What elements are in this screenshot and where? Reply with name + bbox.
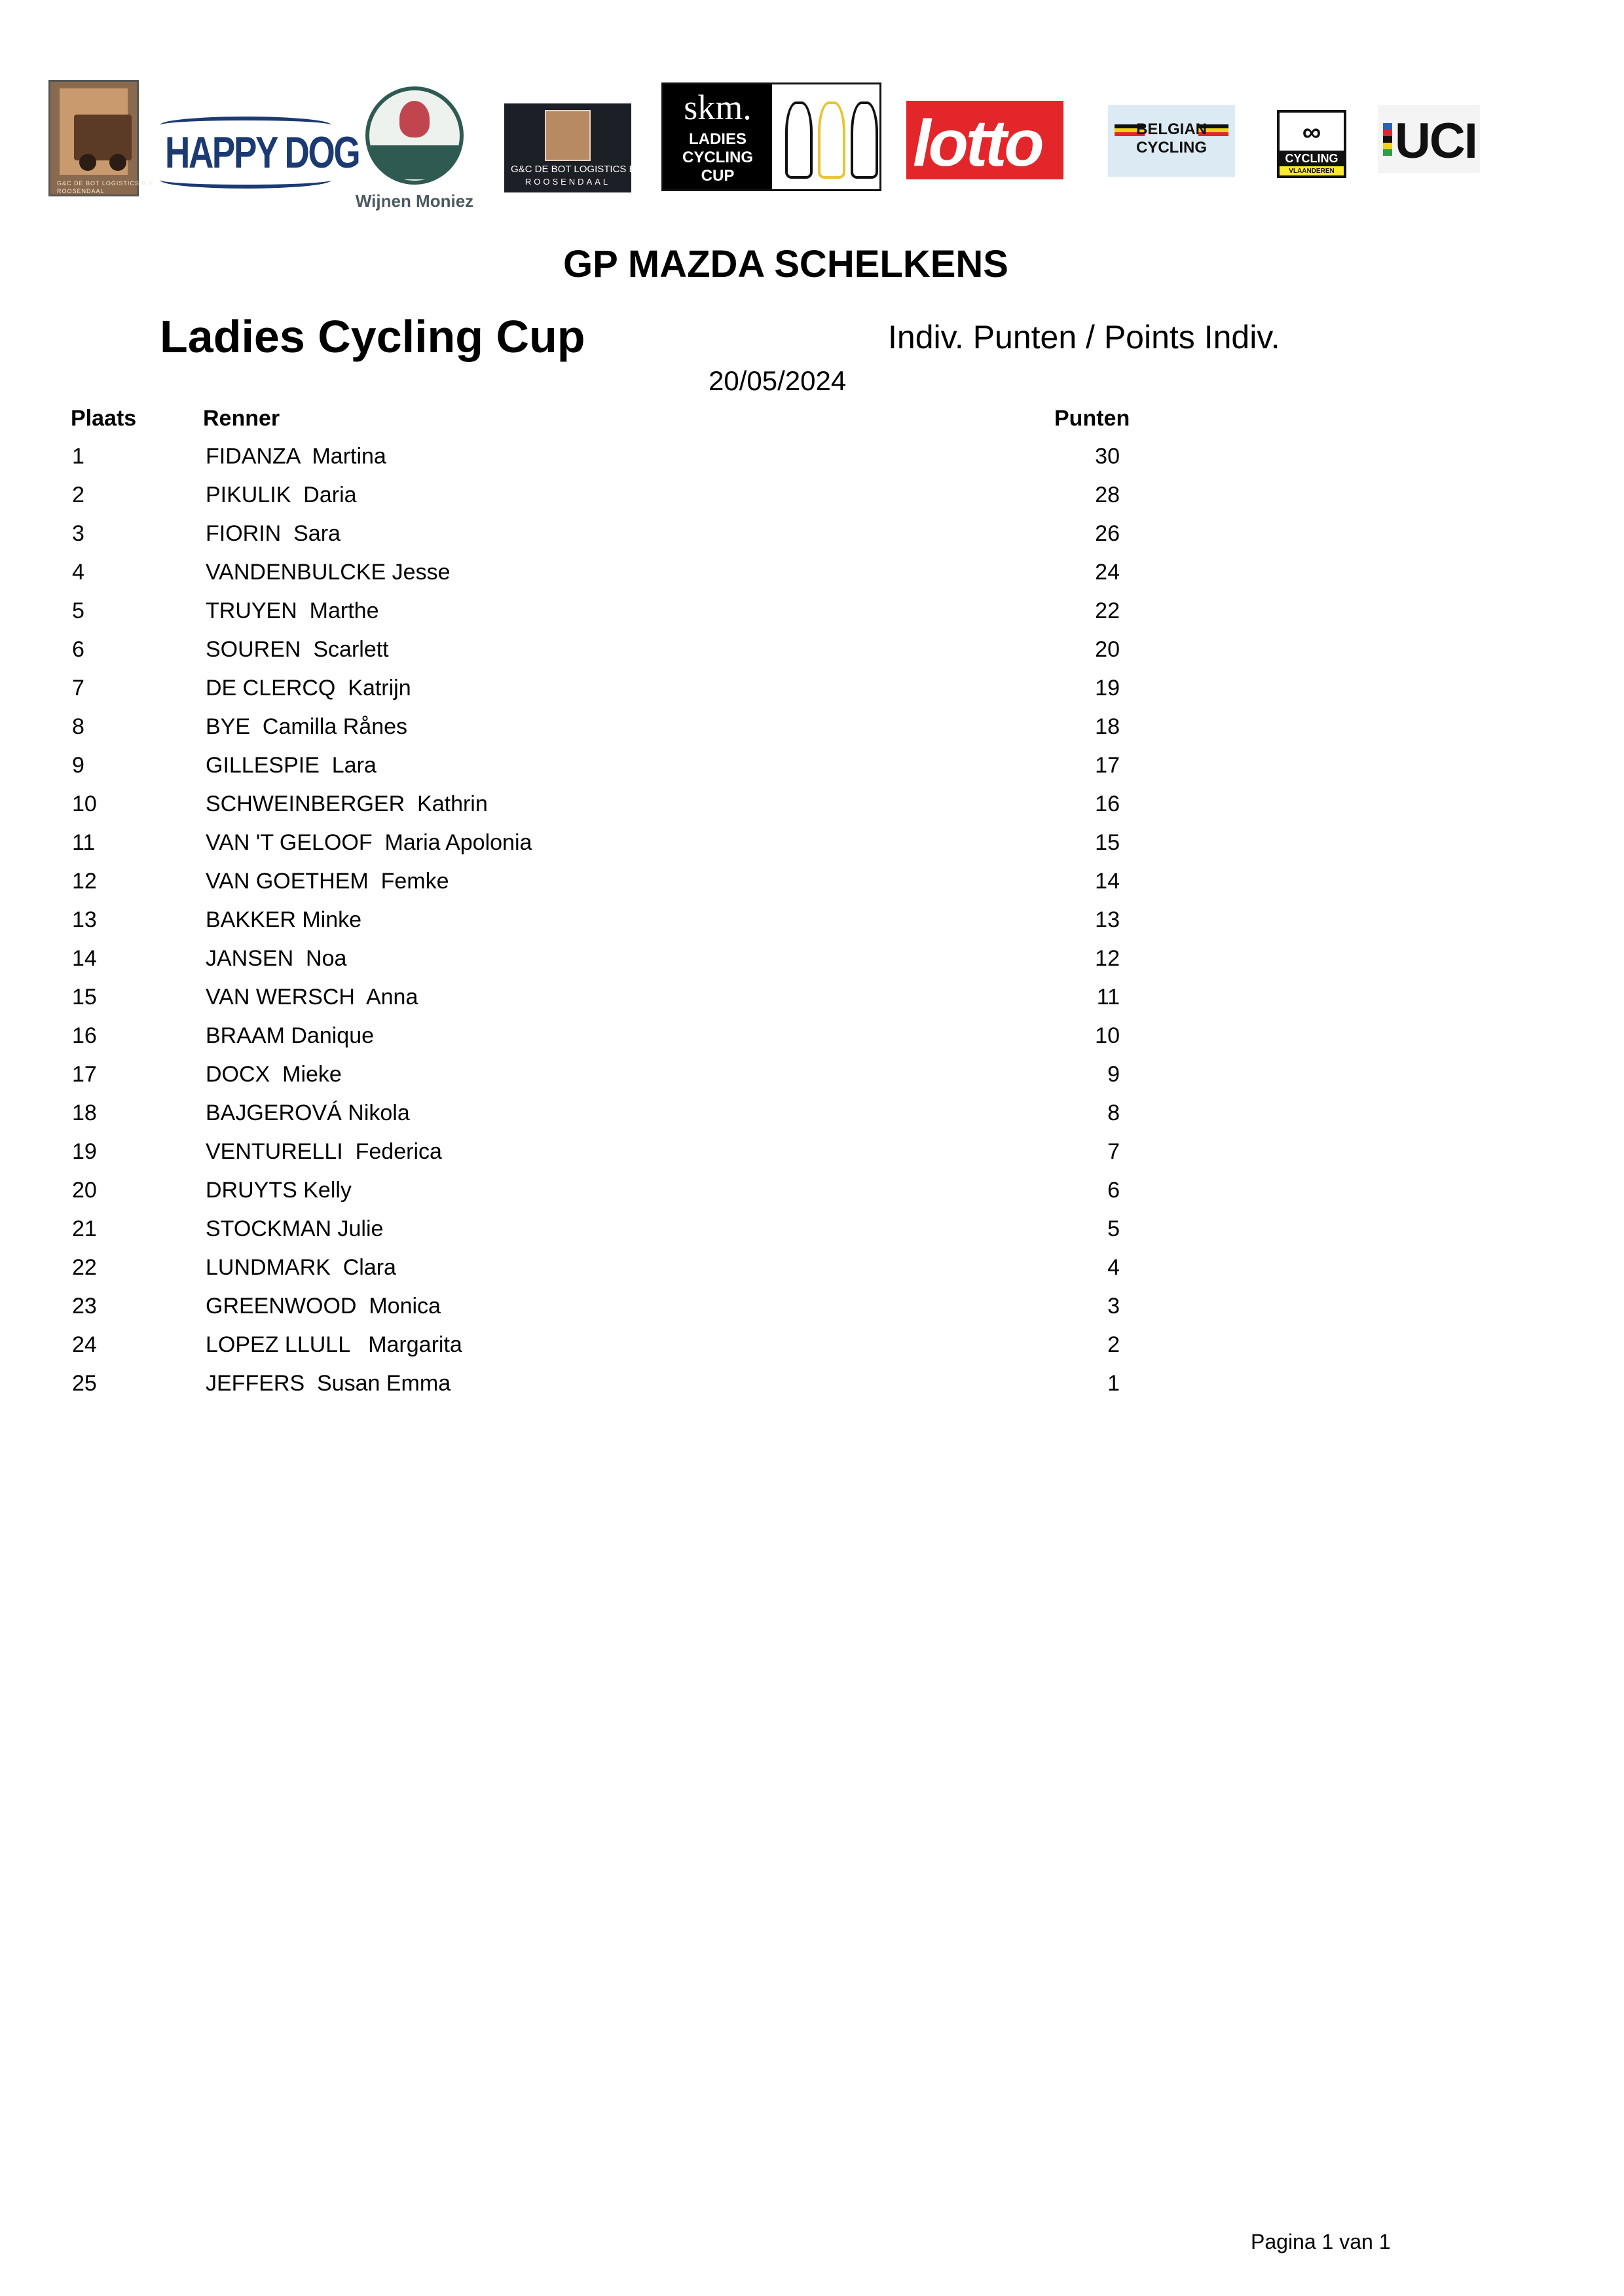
rider-name-cell: BAJGEROVÁ Nikola (206, 1101, 410, 1125)
rider-name-cell: SCHWEINBERGER Kathrin (206, 792, 488, 816)
table-row (0, 479, 1624, 517)
table-row (0, 1290, 1624, 1328)
table-row (0, 594, 1624, 633)
rider-name-cell: VANDENBULCKE Jesse (206, 560, 451, 585)
uci-logo (1378, 105, 1480, 173)
rider-name-cell: VAN WERSCH Anna (206, 985, 418, 1010)
points-cell: 11 (1096, 985, 1120, 1010)
table-row (0, 903, 1624, 942)
cycling-vlaanderen-logo (1277, 110, 1346, 178)
gc-debot-dark-logo-text: G&C DE BOT LOGISTICS B.V. (511, 164, 647, 175)
table-row (0, 1019, 1624, 1058)
points-cell: 8 (1107, 1101, 1120, 1125)
rider-name-cell: GREENWOOD Monica (206, 1294, 441, 1319)
gc-debot-emblem (60, 88, 128, 175)
rider-name-cell: VAN GOETHEM Femke (206, 869, 449, 894)
page-number: Pagina 1 van 1 (1251, 2230, 1391, 2253)
place-cell: 6 (72, 637, 84, 662)
place-cell: 14 (72, 946, 97, 971)
points-cell: 9 (1107, 1062, 1120, 1087)
place-cell: 7 (72, 676, 84, 701)
place-cell: 10 (72, 792, 97, 816)
rider-name-cell: PIKULIK Daria (206, 483, 357, 507)
place-cell: 15 (72, 985, 97, 1010)
points-cell: 3 (1107, 1294, 1120, 1319)
place-cell: 25 (72, 1371, 97, 1396)
wheel-icon (79, 154, 96, 171)
rider-name-cell: FIDANZA Martina (206, 444, 386, 469)
table-row (0, 1328, 1624, 1367)
happy-dog-logo-text: HAPPY DOG (165, 128, 360, 177)
uci-logo-text: UCI (1395, 113, 1477, 169)
cyclist-icon (785, 101, 813, 179)
table-row (0, 942, 1624, 981)
skm-logo-line: CUP (701, 167, 735, 185)
place-cell: 24 (72, 1332, 97, 1357)
points-cell: 5 (1107, 1216, 1120, 1241)
classification-title: Indiv. Punten / Points Indiv. (888, 319, 1280, 355)
skm-ladies-cycling-cup-logo (661, 82, 881, 191)
rider-name-cell: JANSEN Noa (206, 946, 347, 971)
place-cell: 22 (72, 1255, 97, 1280)
points-cell: 17 (1095, 753, 1120, 778)
gc-debot-logo-text: G&C DE BOT LOGISTICS B.V. (57, 180, 155, 187)
race-title: GP MAZDA SCHELKENS (563, 243, 1008, 285)
truck-icon (74, 115, 132, 160)
gc-debot-dark-logo (504, 103, 647, 192)
belgian-cycling-logo-text: BELGIAN (1136, 120, 1207, 138)
rider-name-cell: DRUYTS Kelly (206, 1178, 352, 1203)
table-row (0, 1367, 1624, 1406)
happy-dog-logo (160, 117, 360, 185)
rider-name-cell: JEFFERS Susan Emma (206, 1371, 451, 1396)
place-cell: 3 (72, 521, 84, 546)
cup-title: Ladies Cycling Cup (160, 311, 585, 362)
table-row (0, 672, 1624, 710)
rider-name-cell: LUNDMARK Clara (206, 1255, 396, 1280)
rider-name-cell: SOUREN Scarlett (206, 637, 389, 662)
points-cell: 13 (1095, 907, 1120, 932)
belgian-cycling-logo-text: CYCLING (1136, 139, 1207, 156)
place-cell: 21 (72, 1216, 97, 1241)
place-cell: 20 (72, 1178, 97, 1203)
results-table (0, 440, 1624, 1406)
gc-debot-logo (48, 80, 155, 196)
points-cell: 1 (1107, 1371, 1120, 1396)
infinity-icon: ∞ (1302, 118, 1321, 147)
cyclist-icon (818, 101, 845, 179)
table-row (0, 556, 1624, 594)
points-cell: 15 (1095, 830, 1120, 855)
rider-name-cell: STOCKMAN Julie (206, 1216, 384, 1241)
rider-name-cell: TRUYEN Marthe (206, 598, 379, 623)
wijnen-moniez-logo (352, 86, 477, 212)
points-cell: 30 (1095, 444, 1120, 469)
place-cell: 23 (72, 1294, 97, 1319)
table-row (0, 826, 1624, 865)
points-cell: 14 (1095, 869, 1120, 894)
table-row (0, 981, 1624, 1019)
gc-debot-dark-logo-subtext: ROOSENDAAL (525, 177, 611, 187)
skm-logo-line: CYCLING (682, 149, 753, 166)
gc-debot-emblem (545, 110, 591, 161)
place-cell: 18 (72, 1101, 97, 1125)
place-cell: 9 (72, 753, 84, 778)
points-cell: 10 (1095, 1023, 1120, 1048)
points-cell: 26 (1095, 521, 1120, 546)
skm-logo-text: skm. (684, 88, 752, 127)
rider-name-cell: FIORIN Sara (206, 521, 341, 546)
rider-name-cell: DE CLERCQ Katrijn (206, 676, 411, 701)
cyclist-icon (851, 101, 878, 179)
points-cell: 16 (1095, 792, 1120, 816)
rider-name-cell: BRAAM Danique (206, 1023, 375, 1048)
table-row (0, 710, 1624, 749)
points-cell: 22 (1095, 598, 1120, 623)
points-cell: 24 (1095, 560, 1120, 585)
table-row (0, 749, 1624, 788)
rainbow-stripes-icon (1383, 123, 1392, 156)
place-cell: 17 (72, 1062, 97, 1087)
place-cell: 4 (72, 560, 84, 585)
table-row (0, 440, 1624, 479)
table-row (0, 788, 1624, 826)
points-cell: 2 (1107, 1332, 1120, 1357)
rider-name-cell: LOPEZ LLULL Margarita (206, 1332, 462, 1357)
cycling-vlaanderen-logo-subtext: VLAANDEREN (1289, 168, 1335, 175)
cycling-vlaanderen-logo-text: CYCLING (1285, 152, 1338, 165)
rider-name-cell: VENTURELLI Federica (206, 1139, 442, 1164)
table-row (0, 1135, 1624, 1174)
points-cell: 19 (1095, 676, 1120, 701)
place-cell: 19 (72, 1139, 97, 1164)
place-cell: 11 (72, 830, 96, 855)
column-header-points: Punten (1054, 406, 1130, 431)
table-row (0, 517, 1624, 556)
table-row (0, 1212, 1624, 1251)
place-cell: 2 (72, 483, 84, 507)
points-cell: 18 (1095, 714, 1120, 739)
belgian-cycling-logo (1108, 105, 1235, 177)
rider-name-cell: DOCX Mieke (206, 1062, 342, 1087)
points-cell: 7 (1107, 1139, 1120, 1164)
race-date: 20/05/2024 (709, 365, 847, 396)
lotto-logo-text: lotto (913, 107, 1042, 180)
wheel-icon (109, 154, 126, 171)
place-cell: 8 (72, 714, 84, 739)
rider-name-cell: BAKKER Minke (206, 907, 362, 932)
table-row (0, 865, 1624, 903)
tulip-icon (399, 101, 430, 137)
table-row (0, 1058, 1624, 1097)
table-row (0, 1097, 1624, 1135)
lotto-logo (906, 101, 1063, 179)
place-cell: 1 (72, 444, 84, 469)
place-cell: 5 (72, 598, 84, 623)
gc-debot-logo-subtext: ROOSENDAAL (57, 188, 105, 194)
wijnen-moniez-logo-text: Wijnen Moniez (355, 191, 474, 211)
table-row (0, 633, 1624, 672)
place-cell: 13 (72, 907, 97, 932)
points-cell: 12 (1095, 946, 1120, 971)
column-header-place: Plaats (71, 406, 137, 431)
table-row (0, 1251, 1624, 1290)
points-cell: 20 (1095, 637, 1120, 662)
rider-name-cell: GILLESPIE Lara (206, 753, 377, 778)
place-cell: 16 (72, 1023, 97, 1048)
points-cell: 6 (1107, 1178, 1120, 1203)
place-cell: 12 (72, 869, 97, 894)
points-cell: 4 (1107, 1255, 1120, 1280)
skm-logo-line: LADIES (688, 130, 747, 148)
rider-name-cell: BYE Camilla Rånes (206, 714, 408, 739)
points-cell: 28 (1095, 483, 1120, 507)
column-header-rider: Renner (203, 406, 280, 431)
rider-name-cell: VAN 'T GELOOF Maria Apolonia (206, 830, 532, 855)
table-row (0, 1174, 1624, 1212)
